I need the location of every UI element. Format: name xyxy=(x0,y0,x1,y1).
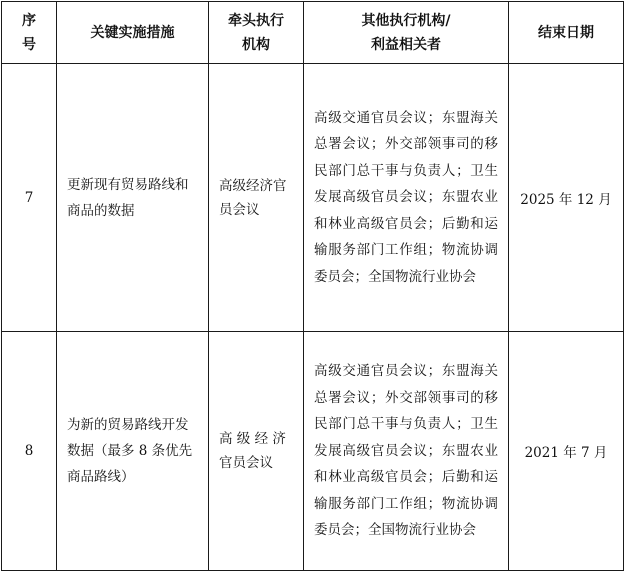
row-number: 8 xyxy=(2,332,57,571)
header-others-line2: 利益相关者 xyxy=(371,36,441,53)
row-measure: 为新的贸易路线开发数据（最多 8 条优先商品路线） xyxy=(57,332,209,571)
row-end-date: 2025 年 12 月 xyxy=(509,64,624,332)
row-others: 高级交通官员会议；东盟海关总署会议；外交部领事司的移民部门总干事与负责人；卫生发展高级官员会议；东盟农业和林业高级官员会；后勤和运输服务部门工作组；物流协调委员会；全国物流行业协会 xyxy=(304,64,509,332)
header-others-line1: 其他执行机构/ xyxy=(361,12,451,29)
row-lead: 高 级 经 济官员会议 xyxy=(209,332,304,571)
header-seq xyxy=(2,2,57,64)
table-row-8 xyxy=(2,332,624,571)
row-end-date: 2021 年 7 月 xyxy=(509,332,624,571)
row-number: 7 xyxy=(2,64,57,332)
row-lead: 高级经济官员会议 xyxy=(209,64,304,332)
header-measure: 关键实施措施 xyxy=(57,2,209,64)
header-lead-line1: 牵头执行 xyxy=(228,12,284,29)
row-others: 高级交通官员会议；东盟海关总署会议；外交部领事司的移民部门总干事与负责人；卫生发展高级官员会议；东盟农业和林业高级官员会；后勤和运输服务部门工作组；物流协调委员会；全国物流行业协会 xyxy=(304,332,509,571)
header-others xyxy=(304,2,509,64)
header-seq-line2: 号 xyxy=(22,36,36,53)
measures-table xyxy=(1,1,624,571)
header-lead xyxy=(209,2,304,64)
header-lead-line2: 机构 xyxy=(242,36,270,53)
header-row xyxy=(2,2,624,64)
row-measure: 更新现有贸易路线和商品的数据 xyxy=(57,64,209,332)
header-seq-line1: 序 xyxy=(22,12,36,29)
header-end-date: 结束日期 xyxy=(509,2,624,64)
table-row-7 xyxy=(2,64,624,332)
